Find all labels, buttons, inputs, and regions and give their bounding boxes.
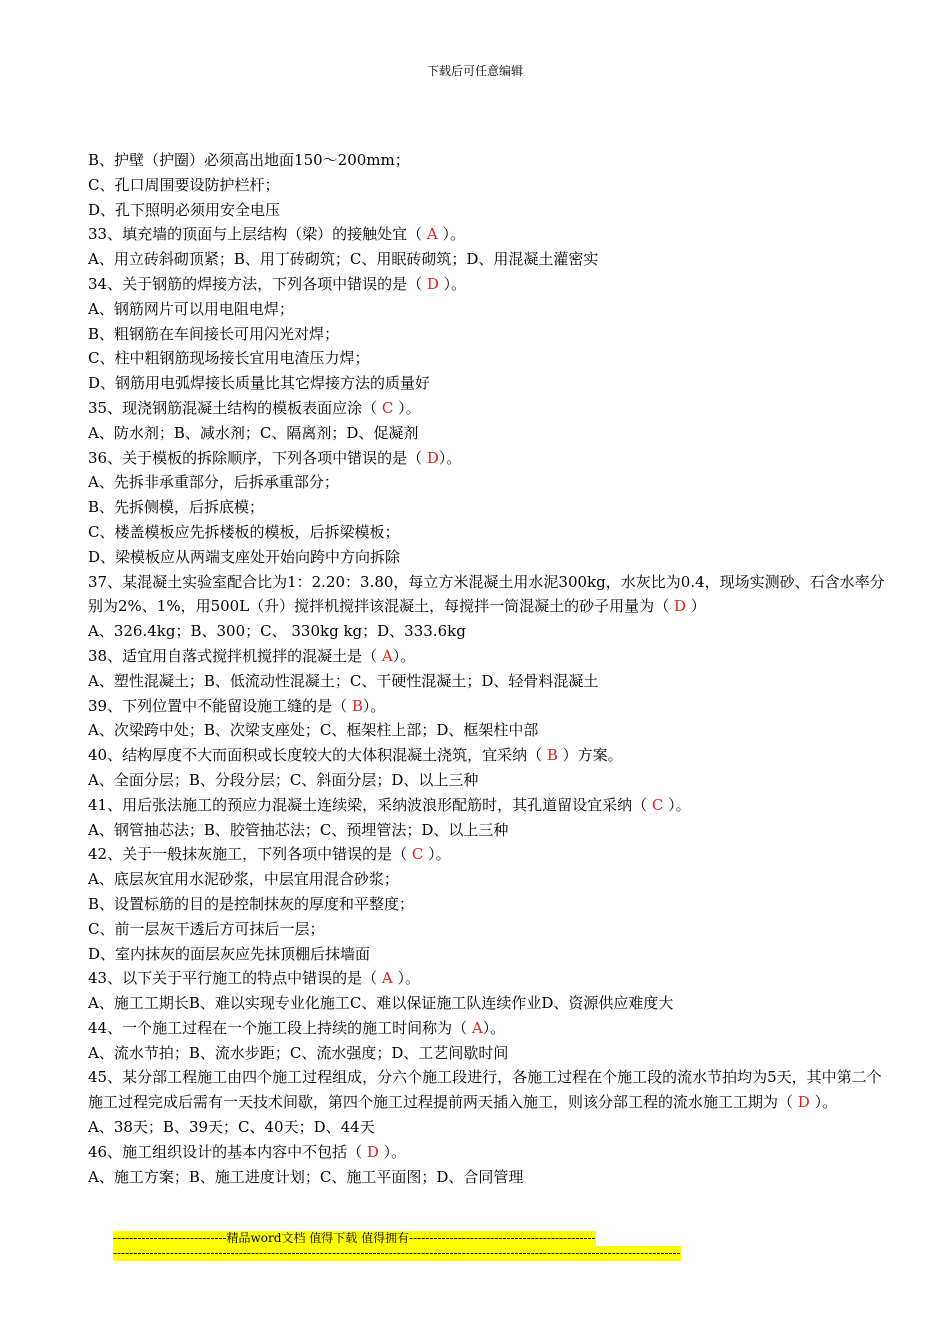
answer-letter: A [381, 646, 393, 665]
line-text: C、柱中粗钢筋现场接长宜用电渣压力焊； [88, 349, 370, 368]
text-line [88, 222, 888, 247]
text-line [88, 198, 888, 223]
text-line [88, 148, 888, 173]
line-text: B、粗钢筋在车间接长可用闪光对焊； [88, 324, 340, 343]
answer-letter: D [366, 1142, 379, 1161]
answer-letter: A [426, 225, 438, 244]
line-text-end: ）。 [438, 448, 462, 467]
line-text: 44、一个施工过程在一个施工段上持续的施工时间称为（ [88, 1018, 472, 1037]
text-line [88, 793, 888, 818]
text-line [88, 842, 888, 867]
text-line [88, 1016, 888, 1041]
text-line [88, 917, 888, 942]
text-line [88, 545, 888, 570]
line-text-end: ）。 [437, 225, 465, 244]
line-text: A、底层灰宜用水泥砂浆，中层宜用混合砂浆； [88, 870, 399, 889]
answer-letter: C [651, 795, 664, 814]
line-text: A、施工工期长B、难以实现专业化施工C、难以保证施工队连续作业D、资源供应难度大 [88, 994, 674, 1013]
text-line [88, 570, 888, 620]
line-text: 37、某混凝土实验室配合比为1：2.20：3.80，每立方米混凝土用水泥300kg，水灰比为0.4，现场实测砂、石含水率分别为2%、1%，用500L（升）搅拌机搅拌该混凝土，每搅拌一筒混凝土的砂子用量为（ [88, 572, 885, 616]
text-line [88, 495, 888, 520]
line-text: A、38天；B、39天；C、40天；D、44天 [88, 1118, 375, 1137]
answer-letter: D [797, 1093, 810, 1112]
line-text: 38、适宜用自落式搅拌机搅拌的混凝土是（ [88, 646, 382, 665]
line-text: 45、某分部工程施工由四个施工过程组成，分六个施工段进行，各施工过程在个施工段的流水节拍均为5天，其中第二个施工过程完成后需有一天技术间歇，第四个施工过程提前两天插入施工，则该分部工程的流水施工工期为（ [88, 1068, 882, 1112]
text-line [88, 322, 888, 347]
answer-letter: C [411, 845, 424, 864]
text-line [88, 867, 888, 892]
text-line [88, 718, 888, 743]
line-text-end: ）。 [362, 696, 386, 715]
page-header: 下载后可任意编辑 [426, 64, 523, 78]
text-line [88, 743, 888, 768]
line-text-end: ）。 [392, 646, 416, 665]
line-text: A、钢筋网片可以用电阻电焊； [88, 299, 294, 318]
line-text-end: ）。 [378, 1142, 407, 1161]
text-line [88, 247, 888, 272]
text-line [88, 669, 888, 694]
answer-letter: D [426, 274, 439, 293]
text-line [88, 1115, 888, 1140]
answer-letter: B [351, 696, 363, 715]
line-text: D、室内抹灰的面层灰应先抹顶棚后抹墙面 [88, 944, 371, 963]
line-text-end: ）。 [392, 969, 420, 988]
line-text: 34、关于钢筋的焊接方法，下列各项中错误的是（ [88, 274, 427, 293]
line-text: A、326.4kg；B、300；C、 330kg kg；D、333.6kg [88, 622, 466, 641]
text-line [88, 942, 888, 967]
line-text: 36、关于模板的拆除顺序，下列各项中错误的是（ [88, 448, 427, 467]
answer-letter: C [381, 398, 394, 417]
line-text: A、用立砖斜砌顶紧；B、用丁砖砌筑；C、用眠砖砌筑；D、用混凝土灌密实 [88, 250, 599, 269]
line-text: A、防水剂；B、减水剂；C、隔离剂；D、促凝剂 [88, 423, 419, 442]
line-text: D、孔下照明必须用安全电压 [88, 200, 281, 219]
text-line [88, 768, 888, 793]
line-text: C、孔口周围要设防护栏杆； [88, 175, 280, 194]
text-line [88, 694, 888, 719]
text-line [88, 1065, 888, 1115]
line-text-end: ） [686, 597, 706, 616]
line-text: C、前一层灰干透后方可抹后一层； [88, 919, 325, 938]
text-line [88, 991, 888, 1016]
line-text-end: ）。 [809, 1093, 838, 1112]
text-line [88, 396, 888, 421]
text-line [88, 619, 888, 644]
footer-banner [113, 1231, 681, 1261]
line-text-end: ）。 [663, 795, 691, 814]
text-line [88, 297, 888, 322]
line-text: 39、下列位置中不能留设施工缝的是（ [88, 696, 352, 715]
answer-letter: D [673, 597, 686, 616]
text-line [88, 470, 888, 495]
text-line [88, 346, 888, 371]
line-text-end: ）。 [393, 398, 421, 417]
text-line [88, 272, 888, 297]
line-text: A、施工方案；B、施工进度计划；C、施工平面图；D、合同管理 [88, 1167, 524, 1186]
line-text-end: ）。 [482, 1018, 506, 1037]
line-text: A、次梁跨中处；B、次梁支座处；C、框架柱上部；D、框架柱中部 [88, 721, 539, 740]
text-line [88, 1041, 888, 1066]
line-text: D、钢筋用电弧焊接长质量比其它焊接方法的质量好 [88, 374, 431, 393]
line-text: 42、关于一般抹灰施工，下列各项中错误的是（ [88, 845, 412, 864]
line-text: D、梁模板应从两端支座处开始向跨中方向拆除 [88, 547, 401, 566]
line-text: 40、结构厚度不大而面积或长度较大的大体积混凝土浇筑，宜采纳（ [88, 746, 547, 765]
text-line [88, 644, 888, 669]
text-line [88, 966, 888, 991]
line-text: A、全面分层；B、分段分层；C、斜面分层；D、以上三种 [88, 770, 479, 789]
line-text: A、钢管抽芯法；B、胶管抽芯法；C、预埋管法；D、以上三种 [88, 820, 509, 839]
text-line [88, 173, 888, 198]
line-text: C、楼盖模板应先拆楼板的模板，后拆梁模板； [88, 522, 400, 541]
line-text-end: ）。 [438, 274, 467, 293]
text-line [88, 892, 888, 917]
line-text: 43、以下关于平行施工的特点中错误的是（ [88, 969, 382, 988]
line-text: 46、施工组织设计的基本内容中不包括（ [88, 1142, 367, 1161]
answer-letter: A [471, 1018, 483, 1037]
text-line [88, 1165, 888, 1190]
answer-letter: A [381, 969, 393, 988]
line-text-end: ）方案。 [557, 746, 623, 765]
answer-letter: D [426, 448, 439, 467]
document-body [88, 148, 888, 1189]
text-line [88, 371, 888, 396]
line-text: 33、填充墙的顶面与上层结构（梁）的接触处宜（ [88, 225, 427, 244]
line-text-end: ）。 [423, 845, 451, 864]
text-line [88, 421, 888, 446]
footer-line-2: -------------------------------------------------------------------------------------------------------------------------------------------- [113, 1246, 681, 1260]
line-text: A、塑性混凝土；B、低流动性混凝土；C、干硬性混凝土；D、轻骨料混凝土 [88, 671, 599, 690]
line-text: B、设置标筋的目的是控制抹灰的厚度和平整度； [88, 894, 415, 913]
text-line [88, 818, 888, 843]
text-line [88, 520, 888, 545]
line-text: A、流水节拍；B、流水步距；C、流水强度；D、工艺间歇时间 [88, 1043, 509, 1062]
line-text: B、先拆侧模，后拆底模； [88, 498, 265, 517]
text-line [88, 446, 888, 471]
answer-letter: B [546, 746, 558, 765]
line-text: B、护壁（护圈）必须高出地面150～200mm； [88, 151, 410, 169]
text-line [88, 1140, 888, 1165]
line-text: 41、用后张法施工的预应力混凝土连续梁，采纳波浪形配筋时，其孔道留设宜采纳（ [88, 795, 652, 814]
line-text: 35、现浇钢筋混凝土结构的模板表面应涂（ [88, 398, 382, 417]
footer-line-1: ----------------------------精品word文档 值得下载 值得拥有---------------------------------------------- [113, 1231, 596, 1245]
line-text: A、先拆非承重部分，后拆承重部分； [88, 473, 339, 492]
